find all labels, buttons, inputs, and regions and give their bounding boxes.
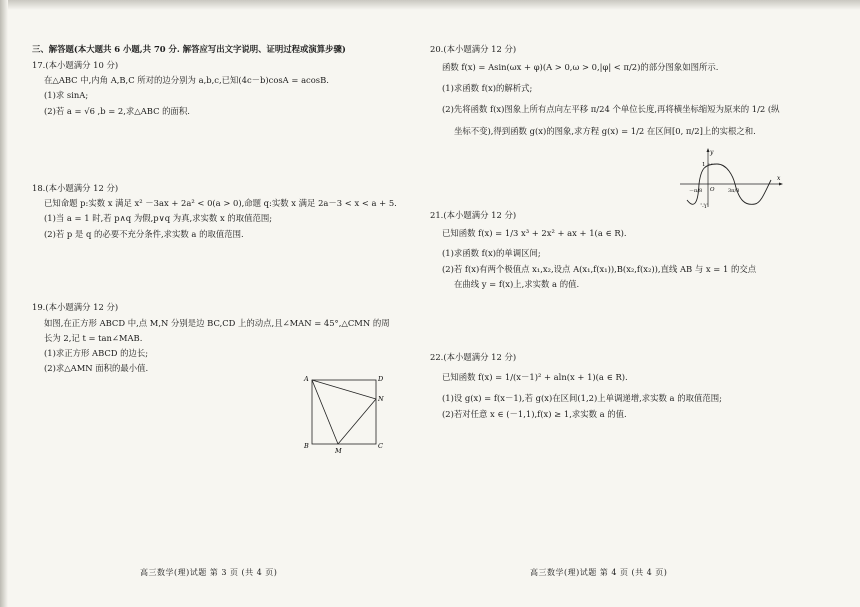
q22-line-2: (1)设 g(x) = f(x－1),若 g(x)在区间(1,2)上单调递增,求实数 a 的取值范围; xyxy=(442,393,722,403)
label-m: M xyxy=(335,447,342,455)
q18-line-1: 已知命题 p:实数 x 满足 x² －3ax + 2a² < 0(a > 0),命题 q:实数 x 满足 2a－3 < x < a + 5. xyxy=(44,198,397,208)
q19-line-3: (1)求正方形 ABCD 的边长; xyxy=(44,348,149,358)
q17-line-2: (1)求 sinA; xyxy=(44,90,89,100)
label-origin: O xyxy=(710,187,715,193)
scan-edge-top xyxy=(0,0,860,10)
label-c: C xyxy=(378,442,383,450)
q22-line-1: 已知函数 f(x) = 1/(x－1)² + aln(x + 1)(a ∈ R). xyxy=(442,372,628,382)
q22-heading: 22.(本小题满分 12 分) xyxy=(430,352,517,362)
section-heading: 三、解答题(本大题共 6 小题,共 70 分. 解答应写出文字说明、证明过程或演算步骤) xyxy=(32,44,346,54)
q19-line-2: 长为 2,记 t = tan∠MAB. xyxy=(44,333,143,343)
q17-heading: 17.(本小题满分 10 分) xyxy=(32,60,119,70)
q20-heading: 20.(本小题满分 12 分) xyxy=(430,44,517,54)
q21-line-2: (1)求函数 f(x)的单调区间; xyxy=(442,248,541,258)
q21-line-3: (2)若 f(x)有两个极值点 x₁,x₂,设点 A(x₁,f(x₁)),B(x₂,f(x₂)),直线 AB 与 x = 1 的交点 xyxy=(442,264,757,274)
q19-line-1: 如图,在正方形 ABCD 中,点 M,N 分别是边 BC,CD 上的动点,且∠MAN = 45°,△CMN 的周 xyxy=(44,318,390,328)
q20-line-3: (2)先将函数 f(x)图象上所有点向左平移 π/24 个单位长度,再将横坐标缩短为原来的 1/2 (纵 xyxy=(442,104,780,114)
label-a: A xyxy=(304,375,309,383)
q18-line-3: (2)若 p 是 q 的必要不充分条件,求实数 a 的取值范围. xyxy=(44,229,244,239)
q21-line-4: 在曲线 y = f(x)上,求实数 a 的值. xyxy=(454,279,580,289)
footer-page-3: 高三数学(理)试题 第 3 页 (共 4 页) xyxy=(140,568,278,577)
q19-heading: 19.(本小题满分 12 分) xyxy=(32,302,119,312)
label-x: x xyxy=(777,175,781,182)
q21-heading: 21.(本小题满分 12 分) xyxy=(430,210,517,220)
segment-mn xyxy=(338,399,376,444)
q20-line-2: (1)求函数 f(x)的解析式; xyxy=(442,83,533,93)
scan-edge-left xyxy=(0,0,8,607)
segment-an xyxy=(312,380,376,399)
tick-neg-pi-8: －π/8 xyxy=(689,188,703,194)
sine-figure xyxy=(675,146,785,210)
q21-line-1: 已知函数 f(x) = 1/3 x³ + 2x² + ax + 1(a ∈ R). xyxy=(442,228,627,238)
label-b: B xyxy=(304,442,309,450)
label-one: 1 xyxy=(702,162,706,168)
footer-page-4: 高三数学(理)试题 第 4 页 (共 4 页) xyxy=(530,568,668,577)
square-figure xyxy=(300,370,390,460)
label-y: y xyxy=(710,149,714,156)
q17-line-1: 在△ABC 中,内角 A,B,C 所对的边分别为 a,b,c,已知(4c－b)cosA = acosB. xyxy=(44,75,329,85)
label-d: D xyxy=(378,375,384,383)
q22-line-3: (2)若对任意 x ∈ (－1,1),f(x) ≥ 1,求实数 a 的值. xyxy=(442,409,627,419)
tick-3pi-8: 3π/8 xyxy=(728,188,740,194)
q20-line-4: 坐标不变),得到函数 g(x)的图象,求方程 g(x) = 1/2 在区间[0, π/2]上的实根之和. xyxy=(454,126,756,136)
q18-heading: 18.(本小题满分 12 分) xyxy=(32,183,119,193)
label-n: N xyxy=(378,395,384,403)
q19-line-4: (2)求△AMN 面积的最小值. xyxy=(44,363,149,373)
x-axis-arrow xyxy=(779,183,783,186)
q20-line-1: 函数 f(x) = Asin(ωx + φ)(A > 0,ω > 0,|φ| < π/2)的部分图象如图所示. xyxy=(442,62,719,72)
q17-line-3: (2)若 a = √6 ,b = 2,求△ABC 的面积. xyxy=(44,106,190,116)
label-neg-one: -1 xyxy=(702,204,707,210)
q18-line-2: (1)当 a = 1 时,若 p∧q 为假,p∨q 为真,求实数 x 的取值范围; xyxy=(44,213,273,223)
segment-am xyxy=(312,380,338,444)
